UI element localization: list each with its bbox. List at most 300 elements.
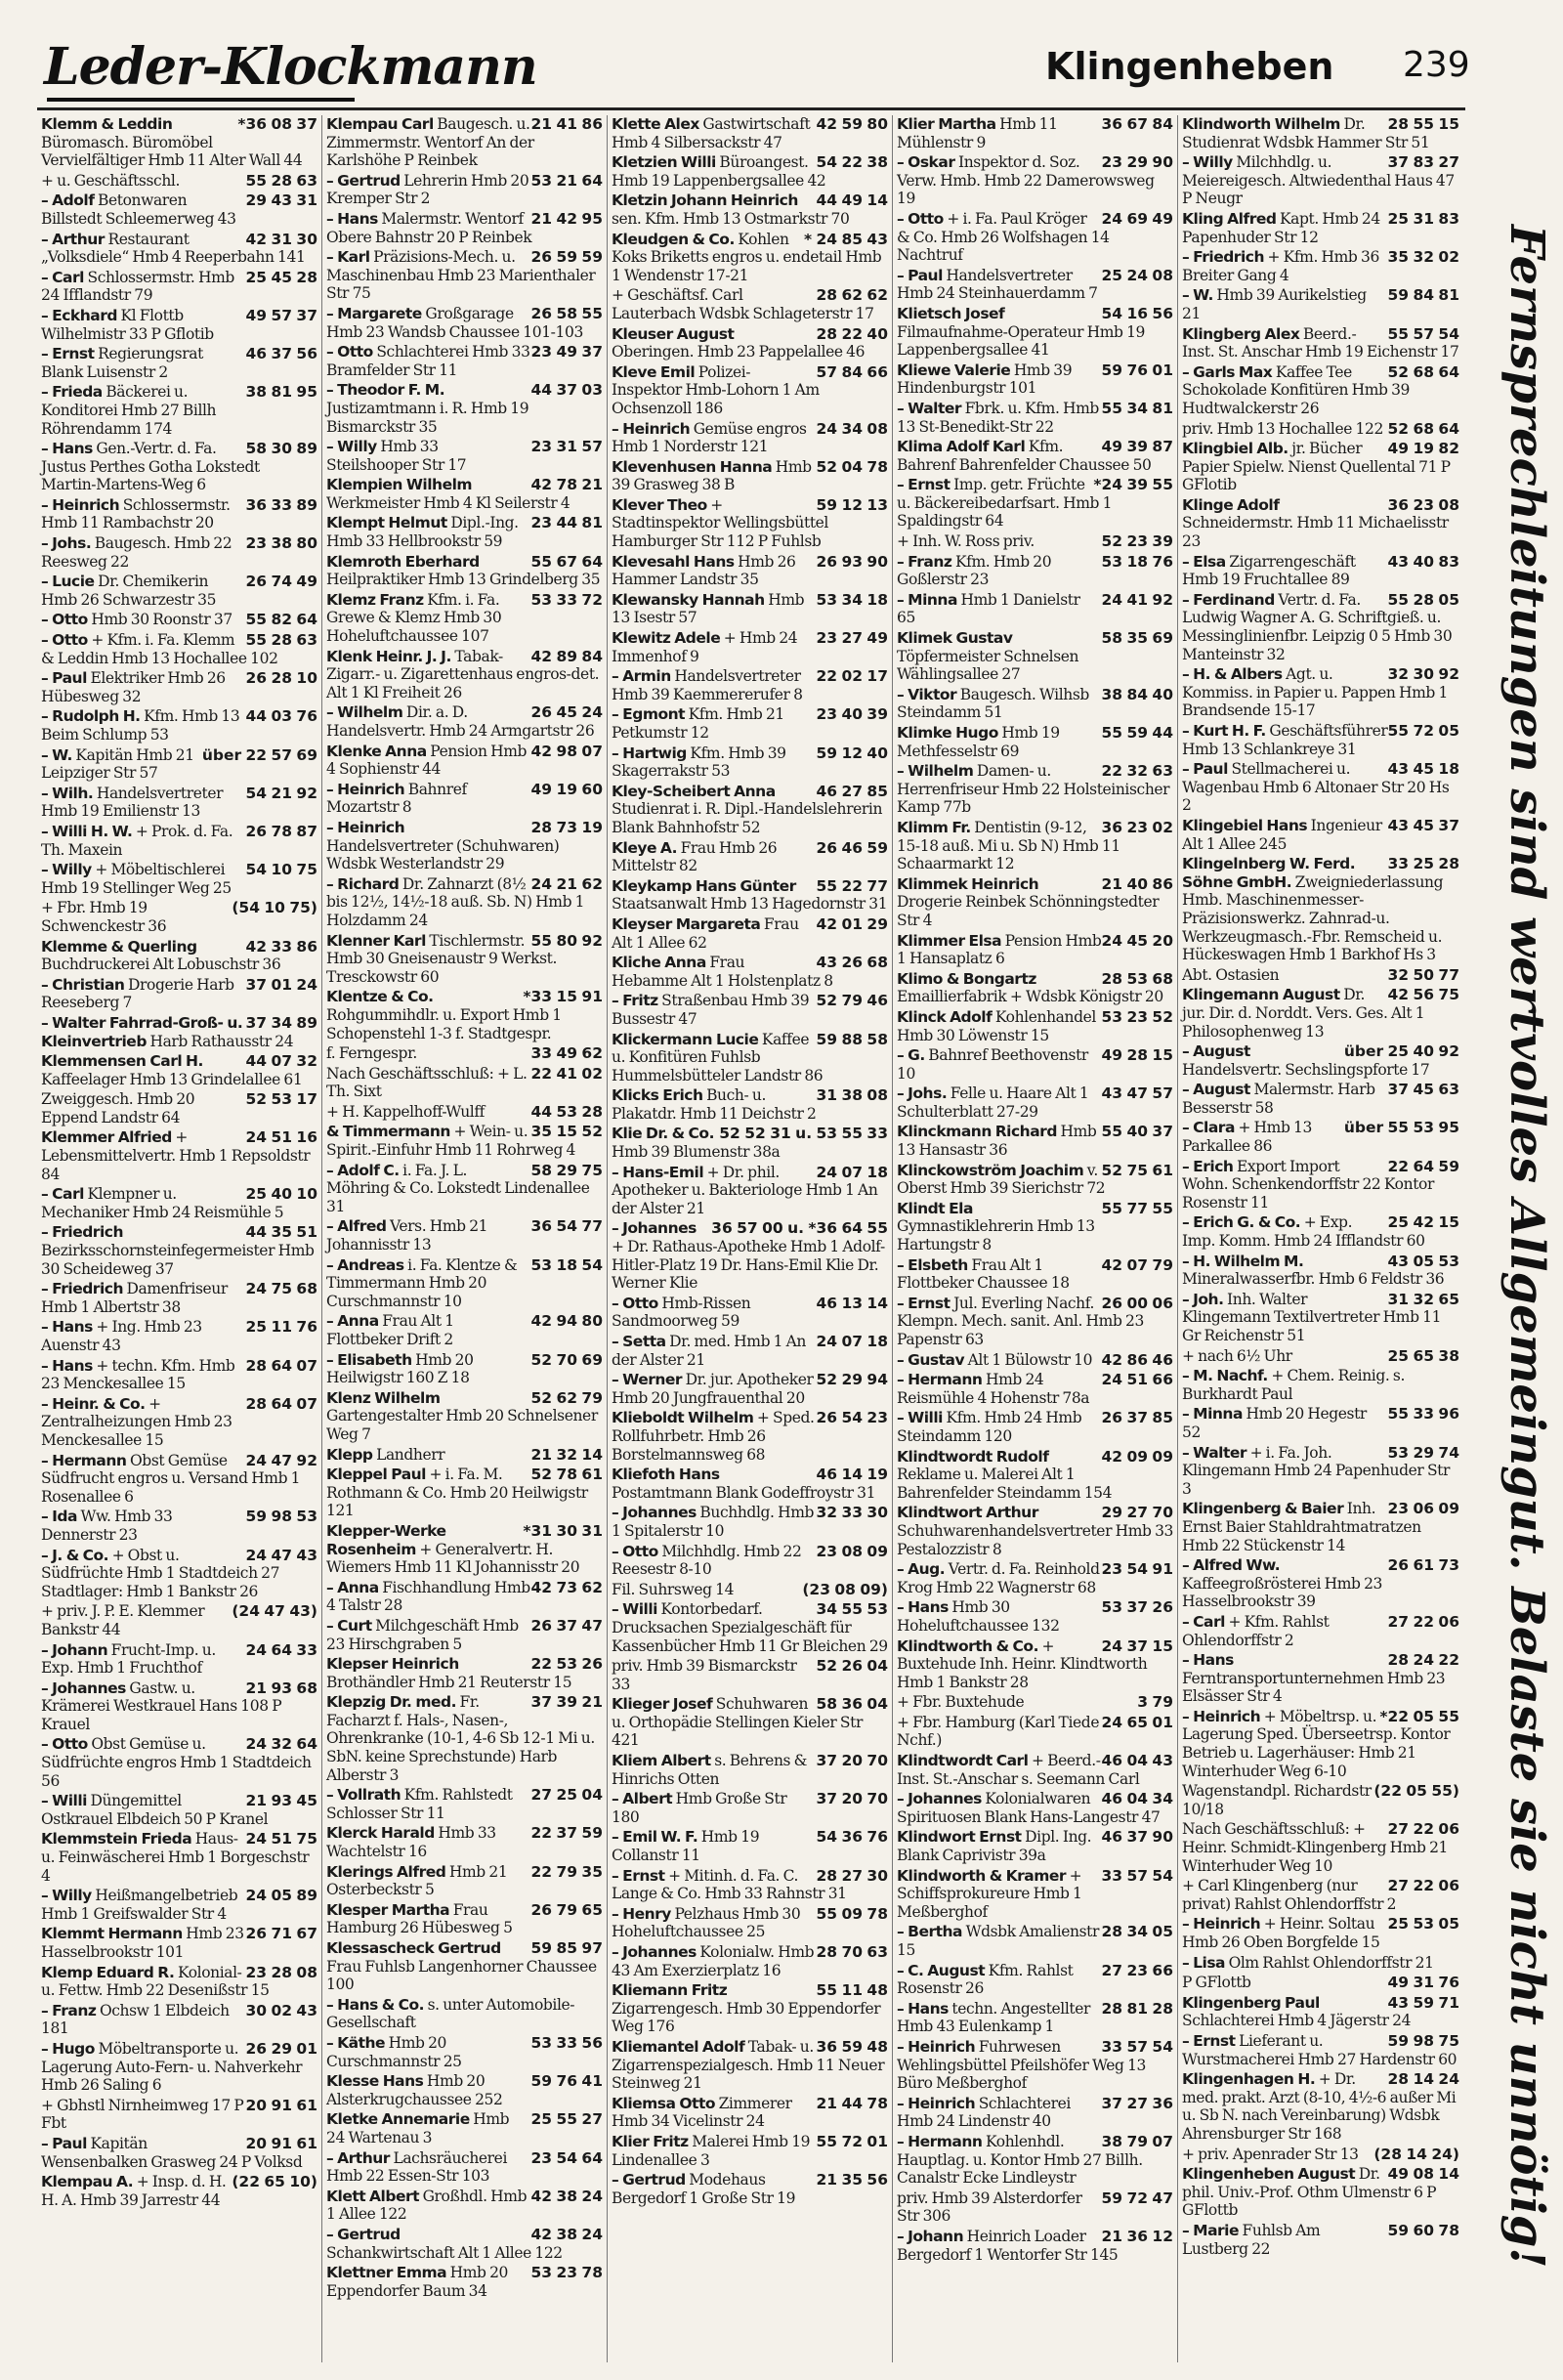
phone-number: 28 14 24 — [1387, 2070, 1459, 2089]
directory-entry — [41, 1641, 317, 1678]
phone-number: 22 37 59 — [530, 1824, 603, 1843]
phone-number: 42 73 62 — [530, 1578, 603, 1596]
directory-entry — [41, 172, 317, 191]
entry-details: + Inh. W. Ross priv. — [897, 532, 1035, 551]
entry-name: – Heinrich — [326, 780, 405, 798]
entry-name: – Paul — [897, 266, 943, 284]
entry-name: – Gertrud — [612, 2171, 686, 2189]
entry-name: Klemmstein Frieda — [41, 1830, 192, 1849]
entry-details: Modehaus Bergedorf 1 Große Str 19 — [612, 2171, 796, 2207]
phone-number: 46 37 56 — [245, 345, 317, 363]
phone-number: 49 19 60 — [530, 780, 603, 798]
phone-number: 54 21 92 — [245, 784, 317, 802]
directory-entry — [1182, 1613, 1459, 1649]
entry-name: – Heinrich — [897, 2094, 976, 2112]
entry-name: Klietsch Josef — [897, 304, 1005, 322]
entry-name: – Willi H. W. — [41, 822, 133, 840]
entry-details: Zimmerer Hmb 34 Vicelinstr 24 — [612, 2094, 792, 2131]
phone-number: 33 57 54 — [1101, 1866, 1173, 1885]
phone-number: 46 27 85 — [816, 782, 888, 800]
phone-number: 25 55 27 — [530, 2110, 603, 2129]
entry-details: techn. Angestellter Hmb 43 Eulenkamp 1 — [897, 1999, 1091, 2036]
directory-entry — [41, 746, 317, 783]
phone-number: 42 78 21 — [530, 476, 603, 494]
directory-entry — [326, 210, 603, 246]
entry-details: Kapitän Hmb 21 Leipziger Str 57 — [41, 745, 194, 783]
entry-name: – Heinrich — [41, 495, 120, 514]
directory-entry — [1182, 210, 1459, 246]
entry-name: – Hans — [897, 1598, 949, 1617]
entry-details: + Kfm. Hmb 36 Breiter Gang 4 — [1182, 248, 1379, 284]
directory-entry — [897, 1598, 1173, 1635]
entry-details: Agt. u. Kommiss. in Papier u. Pappen Hmb 1 Brandsende 15-17 — [1182, 665, 1448, 720]
entry-details: + Fbr. Hmb 19 Schwenckestr 36 — [41, 899, 167, 935]
entry-name: Klever Theo — [612, 495, 707, 514]
phone-number: 55 82 64 — [245, 611, 317, 629]
entry-name: Klieger Josef — [612, 1695, 713, 1714]
entry-name: Kleve Emil — [612, 362, 696, 381]
entry-name: – Erich — [1182, 1157, 1234, 1175]
directory-entry — [326, 305, 603, 341]
directory-entry — [41, 307, 317, 343]
entry-details: Mineralwasserfbr. Hmb 6 Feldstr 36 — [1182, 1270, 1445, 1289]
entry-name: Klindtwordt Rudolf — [897, 1447, 1049, 1466]
phone-number: 37 34 89 — [245, 1013, 317, 1032]
entry-name: – Elsbeth — [897, 1255, 968, 1274]
phone-number: 59 12 13 — [816, 495, 888, 514]
entry-details: Polizei-Inspektor Hmb-Lohorn 1 Am Ochsenzoll 186 — [612, 362, 820, 417]
phone-number: 23 54 64 — [530, 2148, 603, 2167]
entry-name: Klinckmann Richard — [897, 1123, 1057, 1141]
phone-number: 37 27 36 — [1101, 2094, 1173, 2112]
directory-entry — [1182, 2165, 1459, 2220]
entry-details: Hmb 39 Hindenburgstr 101 — [897, 361, 1073, 398]
entry-name: – Willy — [41, 861, 92, 879]
directory-entry — [41, 899, 317, 935]
entry-name: – Ernst — [897, 1294, 950, 1312]
entry-details: Kfm. i. Fa. Grewe & Klemz Hmb 30 Hoheluftchaussee 107 — [326, 590, 502, 646]
directory-columns — [37, 115, 1465, 2362]
directory-entry — [897, 762, 1173, 817]
entry-name: Klewitz Adele — [612, 629, 721, 648]
entry-details: Straßenbau Hmb 39 Bussestr 47 — [612, 992, 810, 1028]
entry-name: Klingebiel Hans — [1182, 816, 1308, 834]
directory-entry — [1182, 1405, 1459, 1441]
entry-details: + Sped. Rollfuhrbetr. Hmb 26 Borstelmannsweg 68 — [612, 1409, 815, 1464]
phone-number: 32 33 30 — [816, 1504, 888, 1522]
entry-name: Klie Dr. & Co. — [612, 1125, 714, 1143]
entry-name: – Otto — [326, 343, 373, 361]
directory-entry — [326, 248, 603, 303]
entry-name: – Carl — [41, 268, 84, 286]
phone-number: 33 25 28 — [1387, 855, 1459, 873]
directory-entry — [41, 1964, 317, 2000]
phone-number: 42 09 09 — [1101, 1447, 1173, 1466]
phone-number: 52 78 61 — [530, 1466, 603, 1484]
directory-entry — [41, 440, 317, 494]
entry-details: + Wein- u. Spirit.-Einfuhr Hmb 11 Rohrweg 4 — [326, 1123, 576, 1160]
entry-name: – Carl — [41, 1185, 84, 1204]
entry-details: Ferntransportunternehmen Hmb 23 Elsässer Str 4 — [1182, 1669, 1446, 1706]
side-note — [1475, 225, 1563, 2269]
entry-details: Reklame u. Malerei Alt 1 Bahrenfelder Steindamm 154 — [897, 1466, 1113, 1502]
phone-number: 52 26 04 — [816, 1657, 888, 1676]
directory-entry — [612, 1031, 888, 1085]
phone-number: 55 80 92 — [530, 931, 603, 950]
entry-details: Kolonialw. Hmb 43 Am Exerzierplatz 16 — [612, 1943, 815, 1979]
entry-details: Nach Geschäftsschluß: + Heinr. Schmidt-Klingenberg Hmb 21 Winterhuder Weg 10 — [1182, 1820, 1449, 1875]
directory-entry — [326, 1693, 603, 1784]
directory-entry — [326, 1522, 603, 1577]
entry-name: – Egmont — [612, 705, 686, 724]
directory-entry — [41, 496, 317, 532]
directory-entry — [41, 1452, 317, 1507]
entry-details: Schlachterei Hmb 4 Jägerstr 24 — [1182, 2012, 1412, 2030]
directory-entry — [897, 686, 1173, 722]
directory-entry — [897, 1714, 1173, 1750]
phone-number: 36 23 02 — [1101, 818, 1173, 836]
phone-number: 53 33 72 — [530, 590, 603, 609]
directory-entry — [41, 1735, 317, 1790]
directory-entry — [897, 1790, 1173, 1826]
phone-number: 21 40 86 — [1101, 874, 1173, 893]
directory-entry — [326, 2034, 603, 2070]
entry-name: – Elisabeth — [326, 1350, 412, 1369]
phone-number: 22 64 59 — [1387, 1157, 1459, 1175]
phone-number: 24 75 68 — [245, 1280, 317, 1298]
entry-details: Heilpraktiker Hmb 13 Grindelberg 35 — [326, 571, 601, 589]
entry-name: Klingenhagen H. — [1182, 2070, 1316, 2089]
directory-entry — [326, 875, 603, 930]
directory-entry — [1182, 1820, 1459, 1875]
entry-name: – Minna — [1182, 1405, 1243, 1424]
entry-name: Klimm Fr. — [897, 818, 971, 836]
directory-entry — [326, 2226, 603, 2262]
entry-details: Frau Alt 1 Flottbeker Drift 2 — [326, 1312, 454, 1348]
entry-name: – Walter — [1182, 1443, 1247, 1462]
phone-number: 3 79 — [1137, 1693, 1173, 1712]
phone-number: 26 28 10 — [245, 669, 317, 688]
directory-entry — [612, 954, 888, 990]
phone-number: 43 59 71 — [1387, 1993, 1459, 2012]
entry-details: + Kfm. Rahlst Ohlendorffstr 2 — [1182, 1612, 1330, 1649]
entry-name: – Friedrich — [1182, 248, 1264, 267]
entry-details: Schlachterei Hmb 33 Bramfelder Str 11 — [326, 343, 530, 379]
phone-number: 49 08 14 — [1387, 2165, 1459, 2184]
entry-name: – Johannes — [612, 1219, 697, 1238]
entry-name: Kleuser August — [612, 324, 735, 343]
phone-number: 52 79 46 — [816, 992, 888, 1010]
entry-name: – C. August — [897, 1961, 986, 1979]
entry-name: Klemroth Eberhard — [326, 552, 480, 571]
directory-entry — [326, 1824, 603, 1860]
phone-number: 36 59 48 — [816, 2037, 888, 2056]
directory-entry — [897, 970, 1173, 1006]
entry-name: Klepzig Dr. med. — [326, 1693, 456, 1712]
entry-name: Kleyser Margareta — [612, 914, 761, 933]
phone-number: 52 62 79 — [530, 1388, 603, 1407]
entry-name: – Willy — [41, 1887, 92, 1905]
entry-name: Klingelnberg W. Ferd. Söhne GmbH. — [1182, 855, 1356, 891]
directory-entry — [612, 363, 888, 418]
entry-name: – Friedrich — [41, 1280, 123, 1298]
directory-entry — [326, 743, 603, 779]
entry-name: Klempien Wilhelm — [326, 476, 473, 494]
entry-name: Klingemann August — [1182, 986, 1340, 1004]
entry-details: Kaffee u. Konfitüren Fuhlsb Hummelsbütteler Landstr 86 — [612, 1030, 824, 1084]
entry-name: Klesse Hans — [326, 2072, 424, 2091]
directory-entry — [897, 819, 1173, 873]
entry-details: Großhdl. Hmb 1 Allee 122 — [326, 2187, 528, 2224]
phone-number: 59 84 81 — [1387, 286, 1459, 305]
phone-number: 43 40 83 — [1387, 552, 1459, 571]
entry-details: Fbrk. u. Kfm. Hmb 13 St-Benedikt-Str 22 — [897, 399, 1099, 436]
phone-number: über 22 57 69 — [201, 745, 317, 764]
phone-number: 55 77 55 — [1101, 1199, 1173, 1217]
entry-details: Dir. a. D. Handelsvertr. Hmb 24 Armgartstr 26 — [326, 703, 595, 740]
entry-name: – M. Nachf. — [1182, 1367, 1268, 1385]
entry-details: Handelsvertreter Hmb 19 Emilienstr 13 — [41, 784, 224, 821]
directory-entry — [612, 553, 888, 589]
entry-details: f. Ferngespr. — [326, 1044, 417, 1063]
entry-details: Haus- u. Feinwäscherei Hmb 1 Borgeschstr 4 — [41, 1830, 310, 1885]
directory-entry — [326, 514, 603, 550]
entry-name: Klindworth Wilhelm — [1182, 115, 1340, 133]
entry-name: – Hermann — [897, 2132, 983, 2150]
phone-number: 24 45 20 — [1101, 931, 1173, 950]
entry-name: – Karl — [326, 248, 370, 267]
entry-name: Klinckowström Joachim — [897, 1161, 1084, 1179]
directory-entry — [326, 1939, 603, 1994]
entry-name: – Kurt H. F. — [1182, 722, 1266, 740]
phone-number: 21 41 86 — [530, 115, 603, 133]
entry-name: – Minna — [897, 590, 957, 609]
directory-entry — [612, 325, 888, 361]
directory-entry — [897, 115, 1173, 151]
directory-entry — [897, 932, 1173, 968]
entry-details: Hmb 39 Grasweg 38 B — [612, 457, 812, 494]
directory-entry — [897, 2038, 1173, 2093]
phone-number: 27 22 06 — [1387, 1820, 1459, 1839]
entry-details: Kaffee Tee Schokolade Konfitüren Hmb 39 Hudtwalckerstr 26 — [1182, 362, 1411, 417]
entry-name: Kleykamp Hans Günter — [612, 876, 796, 895]
entry-name: – Gustav — [897, 1350, 965, 1369]
directory-entry — [41, 1128, 317, 1183]
entry-name: – Emil W. F. — [612, 1828, 698, 1847]
entry-details: Hmb 30 Hoheluftchaussee 132 — [897, 1598, 1060, 1635]
directory-entry — [897, 591, 1173, 627]
directory-entry — [41, 573, 317, 609]
entry-name: Kliem Albert — [612, 1752, 711, 1770]
entry-name: – Ernst — [612, 1866, 665, 1885]
directory-entry — [897, 1200, 1173, 1254]
entry-name: – Hermann — [897, 1371, 983, 1389]
phone-number: *33 15 91 — [523, 988, 603, 1006]
entry-details: + Mitinh. d. Fa. C. Lange & Co. Hmb 33 Rahnstr 31 — [612, 1866, 847, 1903]
entry-details: + priv. Apenrader Str 13 — [1182, 2145, 1359, 2163]
entry-details: Bezirksschornsteinfegermeister Hmb 30 Scheideweg 37 — [41, 1242, 315, 1278]
directory-entry — [1182, 2070, 1459, 2143]
entry-details: Drogerie Reinbek Schönningstedter Str 4 — [897, 893, 1160, 929]
phone-number: 52 52 31 u. 53 55 33 — [719, 1125, 888, 1143]
directory-entry — [612, 1695, 888, 1750]
entry-name: Klingbiel Alb. — [1182, 440, 1288, 458]
phone-number: 59 60 78 — [1387, 2221, 1459, 2239]
entry-name: – Willy — [326, 438, 377, 456]
directory-entry — [1182, 1708, 1459, 1780]
phone-number: 54 36 76 — [816, 1828, 888, 1847]
directory-entry — [326, 2264, 603, 2300]
directory-entry — [326, 1103, 603, 1122]
entry-details: Töpfermeister Schnelsen Wählingsallee 27 — [897, 647, 1079, 684]
phone-number: 55 57 54 — [1387, 324, 1459, 343]
directory-entry — [1182, 286, 1459, 322]
phone-number: (22 65 10) — [232, 2173, 317, 2191]
directory-entry — [612, 1657, 888, 1693]
directory-column-4 — [893, 115, 1178, 2362]
entry-details: + Dr. Rathaus-Apotheke Hmb 1 Adolf-Hitler-Platz 19 Dr. Hans-Emil Klie Dr. Werner Klie — [612, 1238, 885, 1293]
entry-details: + i. Fa. Paul Kröger & Co. Hmb 26 Wolfshagen 14 Nachtruf — [897, 209, 1110, 265]
entry-details: Malermstr. Wentorf Obere Bahnstr 20 P Reinbek — [326, 209, 532, 246]
phone-number: 26 59 59 — [530, 248, 603, 267]
directory-entry — [612, 1790, 888, 1826]
phone-number: 52 70 69 — [530, 1350, 603, 1369]
directory-entry — [612, 420, 888, 456]
entry-name: – Alfred Ww. — [1182, 1556, 1281, 1575]
directory-entry — [41, 1090, 317, 1126]
phone-number: (54 10 75) — [232, 899, 317, 917]
entry-details: Studienrat i. R. Dipl.-Handelslehrerin Blank Bahnhofstr 52 — [612, 800, 883, 836]
entry-details: + Möbeltrsp. u. Lagerung Sped. Überseetrsp. Kontor Betrieb u. Lagerhäuser: Hmb 21 Winterhuder Weg 6-10 — [1182, 1707, 1451, 1780]
entry-name: – Walter Fahrrad-Groß- u. Kleinvertrieb — [41, 1013, 243, 1050]
directory-entry — [41, 2173, 317, 2209]
entry-name: – Clara — [1182, 1119, 1235, 1137]
entry-details: Oberingen. Hmb 23 Pappelallee 46 — [612, 343, 866, 361]
entry-details: + nach 6½ Uhr — [1182, 1346, 1292, 1365]
entry-name: Kletke Annemarie — [326, 2110, 470, 2129]
phone-number: 42 33 86 — [245, 937, 317, 956]
phone-number: 26 93 90 — [816, 552, 888, 571]
directory-column-5 — [1178, 115, 1463, 2362]
phone-number: 25 40 10 — [245, 1185, 317, 1204]
phone-number: 24 65 01 — [1101, 1713, 1173, 1731]
phone-number: 33 57 54 — [1101, 2037, 1173, 2056]
directory-entry — [897, 1867, 1173, 1922]
entry-details: + Möbeltischlerei Hmb 19 Stellinger Weg 25 — [41, 861, 232, 897]
entry-details: Vers. Hmb 21 Johannisstr 13 — [326, 1217, 488, 1254]
phone-number: 44 37 03 — [530, 381, 603, 400]
directory-entry — [1182, 1367, 1459, 1403]
entry-name: Kliewe Valerie — [897, 361, 1011, 379]
entry-details: Dr. jur. Dir. d. Norddt. Vers. Ges. Alt 1 Philosophenweg 13 — [1182, 986, 1425, 1041]
entry-details: Schuhwarenhandelsvertreter Hmb 33 Pestalozzistr 8 — [897, 1521, 1174, 1558]
entry-name: Klickermann Lucie — [612, 1030, 759, 1048]
phone-number: 23 44 81 — [530, 514, 603, 532]
entry-details: Malermstr. Harb Besserstr 58 — [1182, 1081, 1375, 1117]
phone-number: 28 64 07 — [245, 1394, 317, 1413]
directory-entry — [897, 1752, 1173, 1788]
entry-name: – Ferdinand — [1182, 590, 1275, 609]
directory-entry — [897, 1084, 1173, 1121]
directory-entry — [326, 1617, 603, 1653]
directory-entry — [1182, 248, 1459, 284]
phone-number: 59 76 41 — [530, 2072, 603, 2091]
directory-entry — [1182, 2146, 1459, 2164]
directory-entry — [41, 1925, 317, 1961]
phone-number: 28 70 63 — [816, 1943, 888, 1961]
entry-name: – Adolf C. — [326, 1161, 400, 1179]
phone-number: 26 54 23 — [816, 1409, 888, 1427]
directory-entry — [612, 115, 888, 151]
phone-number: 26 61 73 — [1387, 1556, 1459, 1575]
phone-number: 55 28 63 — [245, 631, 317, 650]
phone-number: 55 11 48 — [816, 1981, 888, 2000]
directory-entry — [612, 2171, 888, 2207]
entry-name: – Ernst — [1182, 2031, 1236, 2050]
directory-entry — [897, 1295, 1173, 1349]
directory-entry — [612, 496, 888, 551]
entry-details: + i. Fa. M. Rothmann & Co. Hmb 20 Heilwigstr 121 — [326, 1466, 588, 1520]
entry-name: Klingenheben August — [1182, 2165, 1356, 2184]
directory-entry — [41, 1602, 317, 1638]
entry-name: – Arthur — [41, 230, 105, 248]
entry-details: Landherr — [376, 1445, 445, 1464]
entry-details: Buch- u. Plakatdr. Hmb 11 Deichstr 2 — [612, 1086, 817, 1123]
directory-entry — [1182, 1782, 1459, 1818]
entry-name: – Ernst — [41, 345, 95, 363]
phone-number: 31 32 65 — [1387, 1290, 1459, 1308]
entry-name: Kliemantel Adolf — [612, 2037, 745, 2056]
directory-entry — [326, 115, 603, 170]
directory-entry — [897, 1560, 1173, 1596]
directory-entry — [612, 1371, 888, 1407]
directory-entry — [1182, 1974, 1459, 1992]
entry-details: Büromasch. Büromöbel Vervielfältiger Hmb 11 Alter Wall 44 — [41, 133, 303, 170]
entry-details: Kfm. Hmb 24 Hmb Steindamm 120 — [897, 1409, 1082, 1445]
entry-details: Gastwirtschaft Hmb 4 Silbersackstr 47 — [612, 115, 811, 151]
phone-number: 23 40 39 — [816, 705, 888, 724]
entry-name: – Richard — [326, 874, 400, 893]
phone-number: 26 74 49 — [245, 573, 317, 591]
entry-details: Hmb 21 Osterbeckstr 5 — [326, 1862, 508, 1899]
directory-entry — [897, 2000, 1173, 2036]
entry-name: – Otto — [41, 1735, 88, 1754]
entry-details: Kapt. Hmb 24 Papenhuder Str 12 — [1182, 209, 1380, 246]
phone-number: 37 83 27 — [1387, 153, 1459, 172]
entry-name: – Curt — [326, 1616, 372, 1635]
phone-number: 52 29 94 — [816, 1371, 888, 1389]
entry-details: Hmb 20 Heilwigstr 160 Z 18 — [326, 1350, 474, 1387]
entry-details: Kaffeelager Hmb 13 Grindelallee 61 — [41, 1070, 303, 1088]
entry-details: Drogerie Harb Reeseberg 7 — [41, 975, 234, 1012]
entry-details: + techn. Kfm. Hmb 23 Menckesallee 15 — [41, 1356, 235, 1393]
entry-name: – Heinrich — [897, 2037, 976, 2056]
entry-details: Buchdruckerei Alt Lobuschstr 36 — [41, 956, 281, 974]
directory-entry — [612, 1295, 888, 1331]
phone-number: 28 34 05 — [1101, 1923, 1173, 1941]
entry-details: Schuhwaren u. Orthopädie Stellingen Kieler Str 421 — [612, 1695, 863, 1750]
entry-name: – H. & Albers — [1182, 665, 1283, 684]
entry-details: Rohgummihdlr. u. Export Hmb 1 Schopenstehl 1-3 f. Stadtgespr. — [326, 1005, 562, 1042]
entry-name: Klindtwordt Carl — [897, 1752, 1029, 1770]
phone-number: 59 76 01 — [1101, 361, 1173, 379]
phone-number: 46 14 19 — [816, 1466, 888, 1484]
entry-name: Klimek Gustav — [897, 629, 1013, 648]
phone-number: 42 07 79 — [1101, 1255, 1173, 1274]
directory-entry — [1182, 1119, 1459, 1155]
entry-details: Zweigniederlassung Hmb. Maschinenmesser- Präzisionswerkz. Zahnrad-u. Werkzeugmasch.-Fbr. Remscheid u. Hückeswagen Hmb 1 Barkhof Hs 3 — [1182, 872, 1444, 964]
directory-entry — [326, 591, 603, 646]
